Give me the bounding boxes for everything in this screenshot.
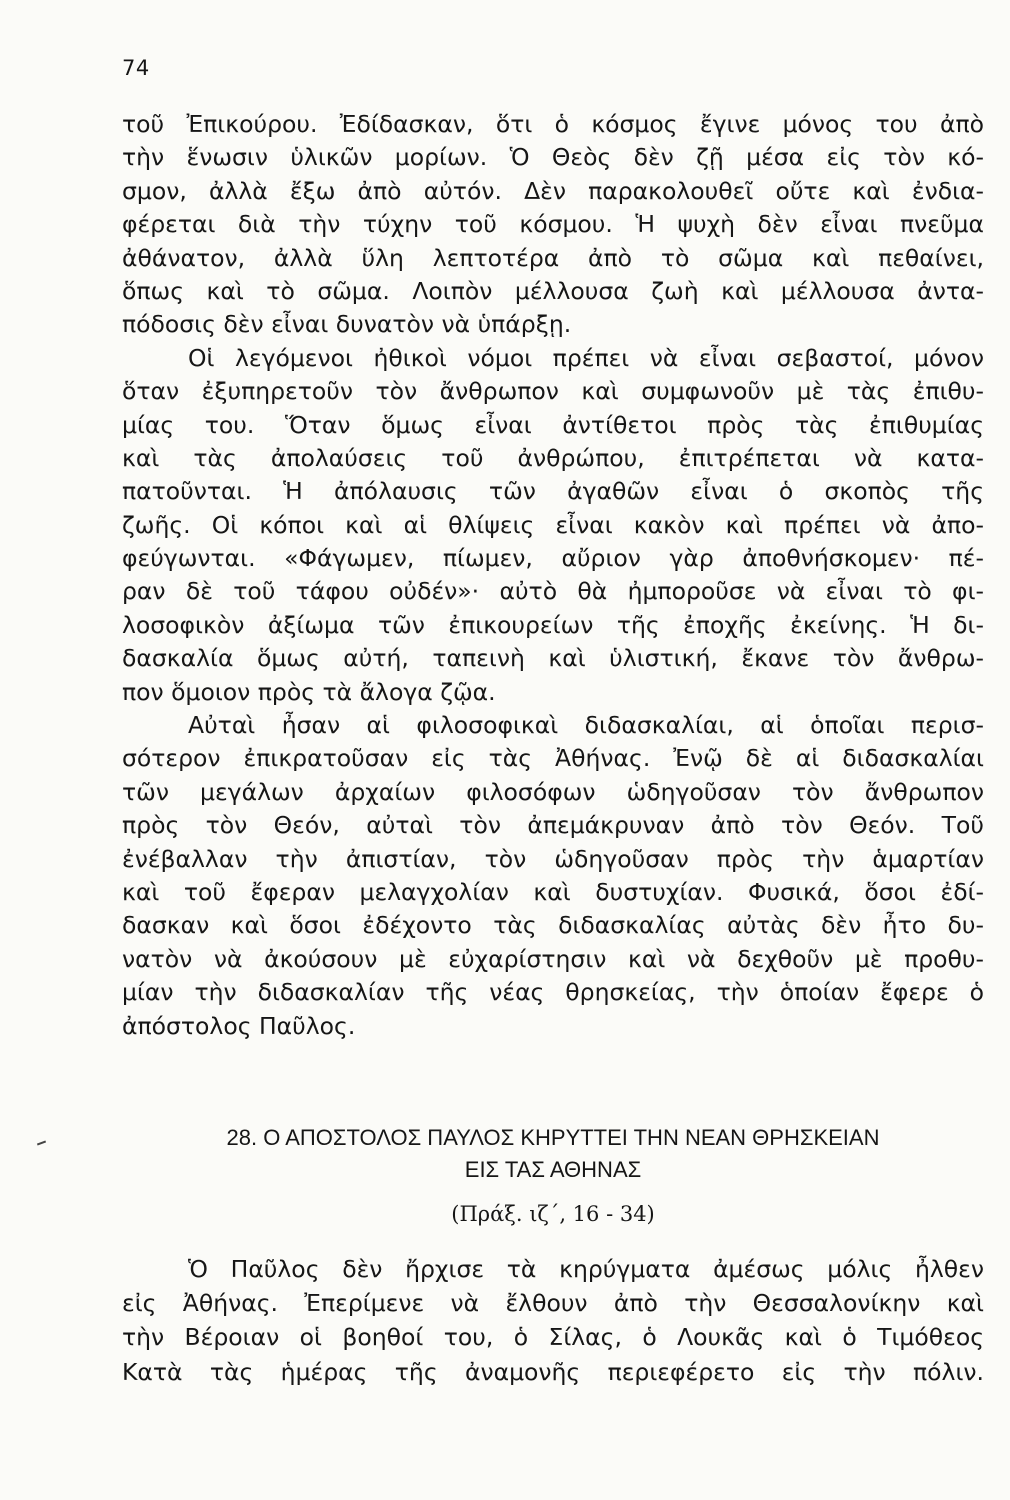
section-heading-line: ΕΙΣ ΤΑΣ ΑΘΗΝΑΣ (464, 1157, 642, 1182)
text-line: ζωῆς. Οἱ κόποι καὶ αἱ θλίψεις εἶναι κακὸν καὶ πρέπει νὰ ἀπο- (122, 510, 984, 539)
text-line: πρὸς τὸν Θεόν, αὐταὶ τὸν ἀπεμάκρυναν ἀπὸ τὸν Θεόν. Τοῦ (122, 811, 984, 840)
scan-mark (37, 1141, 46, 1146)
text-line: τὴν Βέροιαν οἱ βοηθοί του, ὁ Σίλας, ὁ Λουκᾶς καὶ ὁ Τιμόθεος (122, 1323, 984, 1352)
section-body-text (122, 1252, 984, 1389)
text-line: καὶ τοῦ ἔφεραν μελαγχολίαν καὶ δυστυχίαν. Φυσικά, ὅσοι ἐδί- (122, 877, 984, 906)
text-line: ὅταν ἐξυπηρετοῦν τὸν ἄνθρωπον καὶ συμφωνοῦν μὲ τὰς ἐπιθυ- (122, 377, 984, 406)
text-line: Αὐταὶ ἦσαν αἱ φιλοσοφικαὶ διδασκαλίαι, αἱ ὁποῖαι περισ- (188, 711, 984, 740)
text-line: Ὁ Παῦλος δὲν ἤρχισε τὰ κηρύγματα ἀμέσως μόλις ἦλθεν (188, 1255, 984, 1283)
body-text (122, 108, 984, 1043)
text-line: νατὸν νὰ ἀκούσουν μὲ εὐχαρίστησιν καὶ νὰ δεχθοῦν μὲ προθυ- (122, 944, 984, 973)
text-line: πον ὅμοιον πρὸς τὰ ἄλογα ζῷα. (122, 677, 496, 706)
text-line: δασκαλία ὅμως αὐτή, ταπεινὴ καὶ ὑλιστική, ἔκανε τὸν ἄνθρω- (122, 644, 984, 673)
text-line: τοῦ Ἐπικούρου. Ἐδίδασκαν, ὅτι ὁ κόσμος ἔγινε μόνος του ἀπὸ (122, 110, 984, 138)
text-line: Οἱ λεγόμενοι ἠθικοὶ νόμοι πρέπει νὰ εἶναι σεβαστοί, μόνον (188, 343, 984, 372)
text-line: σμον, ἀλλὰ ἔξω ἀπὸ αὐτόν. Δὲν παρακολουθεῖ οὔτε καὶ ἐνδια- (122, 176, 984, 205)
text-line: λοσοφικὸν ἀξίωμα τῶν ἐπικουρείων τῆς ἐποχῆς ἐκείνης. Ἡ δι- (122, 610, 984, 639)
text-line: καὶ τὰς ἀπολαύσεις τοῦ ἀνθρώπου, ἐπιτρέπεται νὰ κατα- (122, 443, 984, 472)
text-line: ἐνέβαλλαν τὴν ἀπιστίαν, τὸν ὡδηγοῦσαν πρὸς τὴν ἁμαρτίαν (122, 844, 984, 873)
text-line: ἀθάνατον, ἀλλὰ ὕλη λεπτοτέρα ἀπὸ τὸ σῶμα καὶ πεθαίνει, (122, 243, 984, 272)
text-line: Κατὰ τὰς ἡμέρας τῆς ἀναμονῆς περιεφέρετο εἰς τὴν πόλιν. (122, 1357, 984, 1386)
text-line: ἀπόστολος Παῦλος. (122, 1011, 356, 1040)
section-heading (122, 1122, 984, 1186)
text-line: φέρεται διὰ τὴν τύχην τοῦ κόσμου. Ἡ ψυχὴ δὲν εἶναι πνεῦμα (122, 210, 984, 239)
text-line: μίαν τὴν διδασκαλίαν τῆς νέας θρησκείας, τὴν ὁποίαν ἔφερε ὁ (122, 978, 984, 1007)
text-line: δασκαν καὶ ὅσοι ἐδέχοντο τὰς διδασκαλίας αὐτὰς δὲν ἦτο δυ- (122, 911, 984, 940)
page-number: 74 (122, 56, 150, 80)
text-line: σότερον ἐπικρατοῦσαν εἰς τὰς Ἀθήνας. Ἐνῷ δὲ αἱ διδασκαλίαι (122, 744, 984, 773)
text-line: τὴν ἕνωσιν ὑλικῶν μορίων. Ὁ Θεὸς δὲν ζῇ μέσα εἰς τὸν κό- (122, 143, 984, 172)
text-line: ὅπως καὶ τὸ σῶμα. Λοιπὸν μέλλουσα ζωὴ καὶ μέλλουσα ἀντα- (122, 276, 984, 305)
text-line: φεύγωνται. «Φάγωμεν, πίωμεν, αὔριον γὰρ ἀποθνήσκομεν· πέ- (122, 544, 984, 573)
text-line: πατοῦνται. Ἡ ἀπόλαυσις τῶν ἀγαθῶν εἶναι ὁ σκοπὸς τῆς (122, 477, 984, 506)
scripture-reference: (Πράξ. ιζ΄, 16 - 34) (451, 1202, 655, 1226)
text-line: μίας του. Ὅταν ὅμως εἶναι ἀντίθετοι πρὸς τὰς ἐπιθυμίας (122, 410, 984, 439)
text-line: πόδοσις δὲν εἶναι δυνατὸν νὰ ὑπάρξῃ. (122, 310, 572, 339)
section-heading-line: 28. Ο ΑΠΟΣΤΟΛΟΣ ΠΑΥΛΟΣ ΚΗΡΥΤΤΕΙ ΤΗΝ ΝΕΑΝ ΘΡΗΣΚΕΙΑΝ (226, 1125, 880, 1150)
text-line: ραν δὲ τοῦ τάφου οὐδέν»· αὐτὸ θὰ ἠμποροῦσε νὰ εἶναι τὸ φι- (122, 577, 984, 606)
text-line: εἰς Ἀθήνας. Ἐπερίμενε νὰ ἔλθουν ἀπὸ τὴν Θεσσαλονίκην καὶ (122, 1289, 984, 1318)
text-line: τῶν μεγάλων ἀρχαίων φιλοσόφων ὡδηγοῦσαν τὸν ἄνθρωπον (122, 777, 984, 806)
